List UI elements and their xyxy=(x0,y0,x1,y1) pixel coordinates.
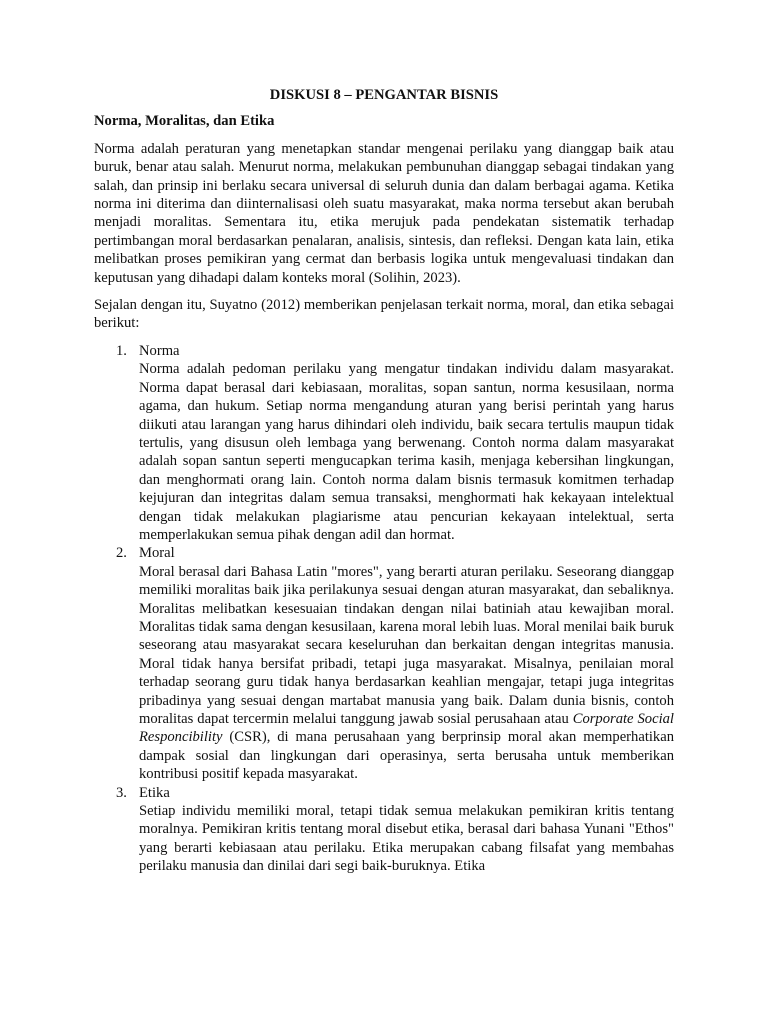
list-item-body: Norma adalah pedoman perilaku yang mengatur tindakan individu dalam masyarakat. Norma dapat berasal dari kebiasaan, moralitas, sopan santun, norma kesusilaan, norma agama, dan hukum. Setiap norma mengandung aturan yang berisi perintah yang harus diikuti atau larangan yang harus dihindari oleh individu, baik secara tertulis maupun tidak tertulis, yang disusun oleh lembaga yang berwenang. Contoh norma dalam masyarakat adalah sopan santun seperti mengucapkan terima kasih, menjaga kebersihan lingkungan, dan menghormati orang lain. Contoh norma dalam bisnis termasuk komitmen terhadap kejujuran dan integritas dalam semua transaksi, menghormati hak kekayaan intelektual dengan tidak melakukan plagiarisme atau pencurian kekayaan intelektual, serta memperlakukan semua pihak dengan adil dan hormat. xyxy=(139,361,674,543)
list-item-body xyxy=(139,563,674,784)
list-item-moral xyxy=(94,544,674,783)
list-item-etika xyxy=(94,784,674,876)
csr-italic-term: Corporate Social Responcibility xyxy=(139,711,674,746)
list-item-heading: Norma xyxy=(139,342,180,359)
numbered-list xyxy=(94,342,674,876)
list-item-body: Setiap individu memiliki moral, tetapi tidak semua melakukan pemikiran kritis tentang moralnya. Pemikiran kritis tentang moral disebut etika, berasal dari bahasa Yunani "Ethos" yang berarti kebiasaan atau perilaku. Etika merupakan cabang filsafat yang membahas perilaku manusia dan dinilai dari segi baik-buruknya. Etika xyxy=(139,803,674,875)
list-number: 3. xyxy=(116,784,127,801)
body-text: (CSR), di mana perusahaan yang berprinsip moral akan memperhatikan dampak sosial dan lingkungan dari operasinya, serta berusaha untuk memberikan kontribusi positif kepada masyarakat. xyxy=(139,729,674,783)
document-title: DISKUSI 8 – PENGANTAR BISNIS xyxy=(269,87,499,103)
intro-paragraph: Norma adalah peraturan yang menetapkan standar mengenai perilaku yang dianggap baik atau buruk, benar atau salah. Menurut norma, melakukan pembunuhan dianggap sebagai tindakan yang salah, dan prinsip ini berlaku secara universal di seluruh dunia dan dalam berbagai agama. Ketika norma ini diterima dan diinternalisasi oleh suatu masyarakat, maka norma tersebut akan berubah menjadi moralitas. Sementara itu, etika merujuk pada pendekatan sistematik terhadap pertimbangan moral berdasarkan penalaran, analisis, sintesis, dan refleksi. Dengan kata lain, etika melibatkan proses pemikiran yang cermat dan berbasis logika untuk mengevaluasi tindakan dan keputusan yang dihadapi dalam konteks moral (Solihin, 2023). xyxy=(94,140,674,286)
body-text: Moral berasal dari Bahasa Latin "mores", yang berarti aturan perilaku. Seseorang dianggap memiliki moralitas baik jika perilakunya sesuai dengan aturan masyarakat, dan sebaliknya. Moralitas melibatkan kesesuaian tindakan dengan nilai batiniah atau kewajiban moral. Moralitas tidak sama dengan kesusilaan, karena moral lebih luas. Moral menilai baik buruk seseorang atau masyarakat secara keseluruhan dan berkaitan dengan integritas manusia. Moral tidak hanya bersifat pribadi, tetapi juga masyarakat. Misalnya, penilaian moral terhadap seorang guru tidak hanya berdasarkan keahlian mengajar, tetapi juga integritas pribadinya yang sesuai dengan martabat manusia yang baik. Dalam dunia bisnis, contoh moralitas dapat tercermin melalui tanggung jawab sosial perusahaan atau xyxy=(139,563,674,727)
list-item-heading: Moral xyxy=(139,545,175,562)
section-heading: Norma, Moralitas, dan Etika xyxy=(94,113,275,130)
list-number: 1. xyxy=(116,342,127,359)
transition-paragraph: Sejalan dengan itu, Suyatno (2012) memberikan penjelasan terkait norma, moral, dan etika sebagai berikut: xyxy=(94,297,674,332)
document-page xyxy=(94,86,674,876)
list-item-norma xyxy=(94,342,674,544)
list-number: 2. xyxy=(116,545,127,562)
list-item-heading: Etika xyxy=(139,784,170,801)
